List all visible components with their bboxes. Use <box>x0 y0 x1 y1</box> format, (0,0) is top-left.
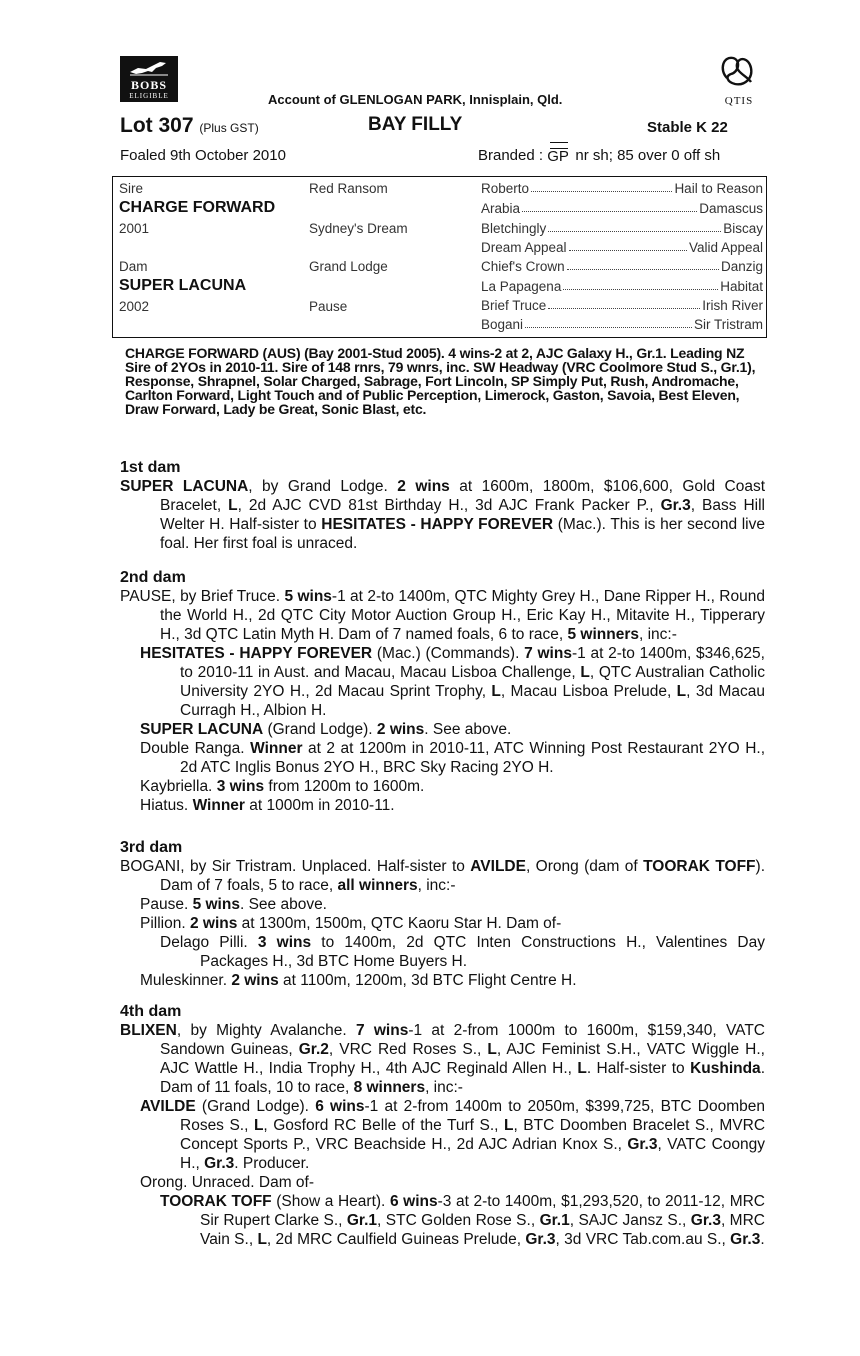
text-run: , 3d VRC Tab.com.au S., <box>555 1231 731 1248</box>
text-run: Kaybriella. <box>140 778 217 795</box>
dam-sire: Grand Lodge <box>309 259 388 274</box>
text-run: , 2d MRC Caulfield Guineas Prelude, <box>266 1231 526 1248</box>
sire-year: 2001 <box>119 221 150 236</box>
text-run: . See above. <box>424 721 512 738</box>
bold-text-run: Gr.3 <box>204 1155 235 1172</box>
bold-text-run: AVILDE <box>470 858 526 875</box>
progeny-entry <box>120 895 765 914</box>
bold-text-run: all winners <box>337 877 418 894</box>
third-dam-section <box>120 838 765 990</box>
text-run: -3 at 2-to 1400m, $1,293,520, to 2011-12, MRC Sir Rupert Clarke S., <box>200 1193 765 1229</box>
text-run: , by Grand Lodge. <box>248 478 398 495</box>
text-run: , inc:- <box>638 626 677 643</box>
bold-text-run: 3 wins <box>257 934 312 951</box>
bold-text-run: 7 wins <box>355 1022 409 1039</box>
horse-description: BAY FILLY <box>368 114 463 135</box>
grand-row: Brief Truce Irish River <box>481 298 763 313</box>
text-run: , inc:- <box>417 877 456 894</box>
bold-text-run: L <box>491 683 501 700</box>
text-run: at 1300m, 1500m, QTC Kaoru Star H. Dam of- <box>237 915 562 932</box>
bold-text-run: L <box>503 1117 514 1134</box>
text-run: Muleskinner. <box>140 972 232 989</box>
dam-label: Dam <box>119 259 148 274</box>
text-run: , 3d Macau Curragh H., Albion H. <box>180 683 765 719</box>
text-run: , inc:- <box>425 1079 463 1096</box>
text-run: Pause. <box>140 896 193 913</box>
grand-row: Bletchingly Biscay <box>481 221 763 236</box>
bobs-logo-text: BOBS <box>130 78 167 92</box>
progeny-entry <box>120 739 765 777</box>
dam-name: SUPER LACUNA <box>119 277 247 294</box>
text-run: (Mac.). This is her second live foal. Her first foal is unraced. <box>160 516 765 552</box>
bobs-eligible-logo <box>120 56 178 102</box>
bold-text-run: Kushinda <box>690 1060 761 1077</box>
bold-text-run: TOORAK TOFF <box>160 1193 272 1210</box>
brand-letters: GP <box>547 148 569 165</box>
sire-name: CHARGE FORWARD <box>119 199 276 216</box>
dam-year: 2002 <box>119 299 150 314</box>
grand-row: La Papagena Habitat <box>481 279 763 294</box>
text-run: at 1000m in 2010-11. <box>244 797 395 814</box>
bold-text-run: HESITATES - HAPPY FOREVER <box>140 645 373 662</box>
bold-text-run: HESITATES - HAPPY FOREVER <box>321 516 554 533</box>
bold-text-run: 5 wins <box>192 896 240 913</box>
progeny-entry <box>120 796 765 815</box>
grand-row: Roberto Hail to Reason <box>481 181 763 196</box>
third-dam-text <box>120 857 765 895</box>
text-run: at 2 at 1200m in 2010-11, ATC Winning Post Restaurant 2YO H., 2d ATC Inglis Bonus 2YO H., BRC Sky Racing 2YO H. <box>180 740 766 776</box>
bold-text-run: L <box>228 497 238 514</box>
bold-text-run: L <box>253 1117 264 1134</box>
lot-label: Lot 307 <box>120 114 194 137</box>
text-run: , VATC Coongy H., <box>180 1136 765 1172</box>
lot-number <box>120 114 259 138</box>
first-dam-section <box>120 458 765 553</box>
text-run: . See above. <box>239 896 327 913</box>
text-run: Orong. Unraced. Dam of- <box>140 1174 315 1191</box>
text-run: , Macau Lisboa Prelude, <box>500 683 677 700</box>
fourth-dam-section <box>120 1002 765 1249</box>
text-run: , QTC Australian Catholic University 2YO H., 2d Macau Sprint Trophy, <box>180 664 765 700</box>
text-run: , AJC Feminist S.H., VATC Wiggle H., AJC Wattle H., India Trophy H., 4th AJC Reginald Allen H., <box>160 1041 765 1077</box>
progeny-entry <box>120 914 765 933</box>
sire-label: Sire <box>119 181 144 196</box>
bold-text-run: L <box>257 1231 267 1248</box>
text-run: Hiatus. <box>140 797 193 814</box>
brand-info <box>478 147 720 164</box>
grand-row: Chief's Crown Danzig <box>481 259 763 274</box>
text-run: . Half-sister to <box>586 1060 691 1077</box>
text-run: , MRC Vain S., <box>200 1212 765 1248</box>
bold-text-run: 7 wins <box>524 645 572 662</box>
first-dam-heading: 1st dam <box>120 459 181 476</box>
text-run: , STC Golden Rose S., <box>377 1212 540 1229</box>
foaled-date: Foaled 9th October 2010 <box>120 147 286 164</box>
dam-dam: Pause <box>309 299 348 314</box>
text-run: , VRC Red Roses S., <box>328 1041 488 1058</box>
text-run: ). Dam of 7 foals, 5 to race, <box>160 858 765 894</box>
bobs-logo-subtext: ELIGIBLE <box>129 92 169 100</box>
text-run: , 2d AJC CVD 81st Birthday H., 3d AJC Frank Packer P., <box>237 497 661 514</box>
progeny-entry <box>120 644 765 720</box>
text-run: Delago Pilli. <box>160 934 258 951</box>
bold-text-run: SUPER LACUNA <box>140 721 264 738</box>
text-run: , SAJC Jansz S., <box>569 1212 691 1229</box>
bold-text-run: 3 wins <box>216 778 265 795</box>
second-dam-section <box>120 568 765 815</box>
text-run: , by Mighty Avalanche. <box>176 1022 356 1039</box>
bold-text-run: 6 wins <box>315 1098 365 1115</box>
bold-text-run: AVILDE <box>140 1098 196 1115</box>
grand-progeny-entry <box>120 1192 765 1249</box>
text-run: -1 at 2-to 1400m, $346,625, to 2010-11 in Aust. and Macau, Macau Lisboa Challenge, <box>180 645 765 681</box>
text-run: . Producer. <box>234 1155 310 1172</box>
bold-text-run: L <box>676 683 687 700</box>
bold-text-run: L <box>577 1060 587 1077</box>
text-run: (Grand Lodge). <box>263 721 377 738</box>
text-run: -1 at 2-from 1000m to 1600m, $159,340, VATC Sandown Guineas, <box>160 1022 765 1058</box>
bold-text-run: Gr.3 <box>660 497 691 514</box>
sire-dam: Sydney's Dream <box>309 221 408 236</box>
grand-row: Dream Appeal Valid Appeal <box>481 240 763 255</box>
text-run: , BTC Doomben Bracelet S., MVRC Concept Sports P., VRC Beachside H., 2d AJC Adrian Knox S., <box>180 1117 766 1153</box>
bold-text-run: Winner <box>192 797 245 814</box>
bold-text-run: BLIXEN <box>120 1022 177 1039</box>
grand-row: Bogani Sir Tristram <box>481 317 763 332</box>
second-dam-heading: 2nd dam <box>120 569 186 586</box>
brand-details: nr sh; 85 over 0 off sh <box>575 147 721 164</box>
second-dam-text <box>120 587 765 644</box>
stable-number: Stable K 22 <box>647 119 728 136</box>
bold-text-run: 8 winners <box>353 1079 426 1096</box>
grand-row: Arabia Damascus <box>481 201 763 216</box>
qtis-logo <box>714 52 764 108</box>
third-dam-heading: 3rd dam <box>120 839 183 856</box>
bold-text-run: 5 wins <box>284 588 332 605</box>
bold-text-run: 2 wins <box>231 972 279 989</box>
bold-text-run: 5 winners <box>567 626 639 643</box>
bold-text-run: Gr.3 <box>627 1136 658 1153</box>
sire-summary: CHARGE FORWARD (AUS) (Bay 2001-Stud 2005). 4 wins-2 at 2, AJC Galaxy H., Gr.1. Leading NZ Sire of 2YOs in 2010-11. Sire of 148 rnrs, 79 wnrs, inc. SW Headway (VRC Coolmore Stud S., Gr.1), Response, Shrapnel, Solar Charged, Sabrage, Fort Lincoln, SP Simply Put, Rush, Andromache, Carlton Forward, Light Touch and of Public Perception, Limerock, Gaston, Savoia, Best Eleven, Draw Forward, Lady be Great, Sonic Blast, etc. <box>125 345 756 417</box>
bold-text-run: 2 wins <box>189 915 238 932</box>
text-run: Pillion. <box>140 915 190 932</box>
text-run: , Gosford RC Belle of the Turf S., <box>263 1117 504 1134</box>
text-run: PAUSE, by Brief Truce. <box>120 588 285 605</box>
bold-text-run: Gr.2 <box>298 1041 329 1058</box>
text-run: . <box>760 1231 765 1248</box>
bold-text-run: Gr.3 <box>525 1231 556 1248</box>
vendor-account: Account of GLENLOGAN PARK, Innisplain, Qld. <box>268 92 563 107</box>
text-run: (Grand Lodge). <box>195 1098 316 1115</box>
bold-text-run: 6 wins <box>389 1193 438 1210</box>
bold-text-run: 2 wins <box>376 721 425 738</box>
progeny-entry <box>120 1173 765 1192</box>
grand-progeny-entry <box>120 933 765 971</box>
text-run: -1 at 2-from 1400m to 2050m, $399,725, BTC Doomben Roses S., <box>180 1098 766 1134</box>
text-run: (Show a Heart). <box>271 1193 390 1210</box>
bold-text-run: TOORAK TOFF <box>643 858 756 875</box>
text-run: , Bass Hill Welter H. Half-sister to <box>160 497 765 533</box>
text-run: . Dam of 11 foals, 10 to race, <box>160 1060 765 1096</box>
text-run: to 1400m, 2d QTC Inten Constructions H., Valentines Day Packages H., 3d BTC Home Buyers H. <box>200 934 765 970</box>
horse-icon <box>128 60 170 78</box>
bold-text-run: SUPER LACUNA <box>120 478 249 495</box>
sire-sire: Red Ransom <box>309 181 388 196</box>
text-run: BOGANI, by Sir Tristram. Unplaced. Half-sister to <box>120 858 471 875</box>
text-run: -1 at 2-to 1400m, QTC Mighty Grey H., Dane Ripper H., Round the World H., 2d QTC City Motor Auction Group H., Eric Kay H., Mitavite H., Tipperary H., 3d QTC Latin Myth H. Dam of 7 named foals, 6 to race, <box>160 588 765 643</box>
bold-text-run: Gr.3 <box>730 1231 761 1248</box>
brand-mark <box>547 148 571 164</box>
qtis-logo-text: QTIS <box>724 95 754 107</box>
bold-text-run: Winner <box>250 740 303 757</box>
bold-text-run: L <box>580 664 590 681</box>
text-run: , Orong (dam of <box>525 858 644 875</box>
progeny-entry <box>120 1097 765 1173</box>
progeny-entry <box>120 777 765 796</box>
fourth-dam-heading: 4th dam <box>120 1003 182 1020</box>
bold-text-run: Gr.1 <box>346 1212 378 1229</box>
text-run: from 1200m to 1600m. <box>264 778 425 795</box>
pedigree-table <box>112 176 767 338</box>
bold-text-run: Gr.3 <box>690 1212 721 1229</box>
progeny-entry <box>120 971 765 990</box>
fourth-dam-text <box>120 1021 765 1097</box>
text-run: at 1600m, 1800m, $106,600, Gold Coast Bracelet, <box>160 478 765 514</box>
text-run: (Mac.) (Commands). <box>372 645 525 662</box>
progeny-entry <box>120 720 765 739</box>
first-dam-text <box>120 477 765 553</box>
gst-note: (Plus GST) <box>199 121 259 135</box>
text-run: at 1100m, 1200m, 3d BTC Flight Centre H. <box>278 972 577 989</box>
bold-text-run: Gr.1 <box>539 1212 570 1229</box>
text-run: Double Ranga. <box>140 740 251 757</box>
bold-text-run: 2 wins <box>397 478 450 495</box>
qtis-emblem-icon <box>717 52 761 90</box>
branded-label: Branded : <box>478 147 544 164</box>
bold-text-run: L <box>487 1041 497 1058</box>
